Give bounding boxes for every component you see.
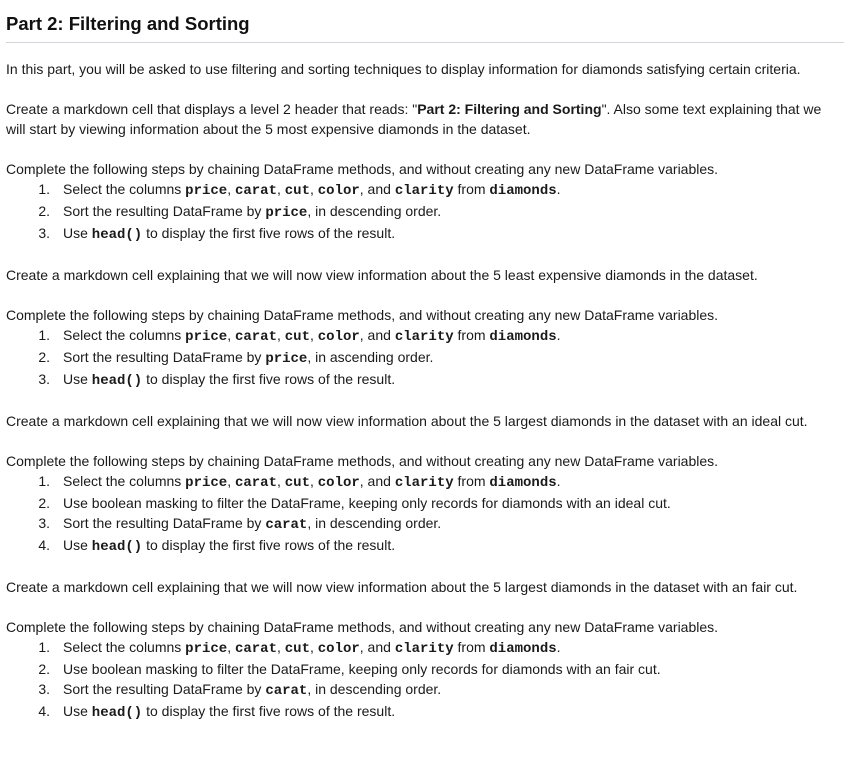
list-item: 4. Use head() to display the first five rows of the result. (38, 537, 396, 555)
list-item: 4. Use head() to display the first five rows of the result. (38, 703, 396, 721)
steps-list-2 (6, 325, 844, 391)
steps-list-3 (6, 471, 844, 557)
list-item: 2. Use boolean masking to filter the DataFrame, keeping only records for diamonds with an fair cut. (38, 661, 661, 677)
page-title: Part 2: Filtering and Sorting (6, 12, 844, 43)
intro-paragraph: In this part, you will be asked to use filtering and sorting techniques to display information for diamonds satisfying certain criteria. (6, 61, 801, 77)
steps-lead-4: Complete the following steps by chaining DataFrame methods, and without creating any new DataFrame variables. (6, 619, 719, 635)
steps-lead-3: Complete the following steps by chaining DataFrame methods, and without creating any new DataFrame variables. (6, 453, 719, 469)
list-item: 1. Select the columns price, carat, cut, color, and clarity from diamonds. (38, 473, 561, 491)
list-item: 3. Sort the resulting DataFrame by carat, in descending order. (38, 515, 442, 533)
section-1-description: Create a markdown cell that displays a level 2 header that reads: "Part 2: Filtering and Sorting". Also some text explaining that we will start by viewing information about the 5 most expensive diamonds in the dataset. (6, 101, 822, 137)
section-4-description: Create a markdown cell explaining that we will now view information about the 5 largest diamonds in the dataset with an fair cut. (6, 579, 798, 595)
list-item: 1. Select the columns price, carat, cut, color, and clarity from diamonds. (38, 181, 561, 199)
list-item: 2. Use boolean masking to filter the DataFrame, keeping only records for diamonds with an ideal cut. (38, 495, 671, 511)
steps-lead-1: Complete the following steps by chaining DataFrame methods, and without creating any new DataFrame variables. (6, 161, 719, 177)
list-item: 3. Use head() to display the first five rows of the result. (38, 225, 396, 243)
list-item: 3. Sort the resulting DataFrame by carat, in descending order. (38, 681, 442, 699)
steps-list-4 (6, 637, 844, 723)
list-item: 1. Select the columns price, carat, cut, color, and clarity from diamonds. (38, 327, 561, 345)
section-3-description: Create a markdown cell explaining that we will now view information about the 5 largest diamonds in the dataset with an ideal cut. (6, 413, 808, 429)
list-item: 2. Sort the resulting DataFrame by price, in descending order. (38, 203, 442, 221)
steps-lead-2: Complete the following steps by chaining DataFrame methods, and without creating any new DataFrame variables. (6, 307, 719, 323)
steps-list-1 (6, 179, 844, 245)
list-item: 1. Select the columns price, carat, cut, color, and clarity from diamonds. (38, 639, 561, 657)
list-item: 3. Use head() to display the first five rows of the result. (38, 371, 396, 389)
section-2-description: Create a markdown cell explaining that we will now view information about the 5 least expensive diamonds in the dataset. (6, 267, 758, 283)
list-item: 2. Sort the resulting DataFrame by price, in ascending order. (38, 349, 434, 367)
